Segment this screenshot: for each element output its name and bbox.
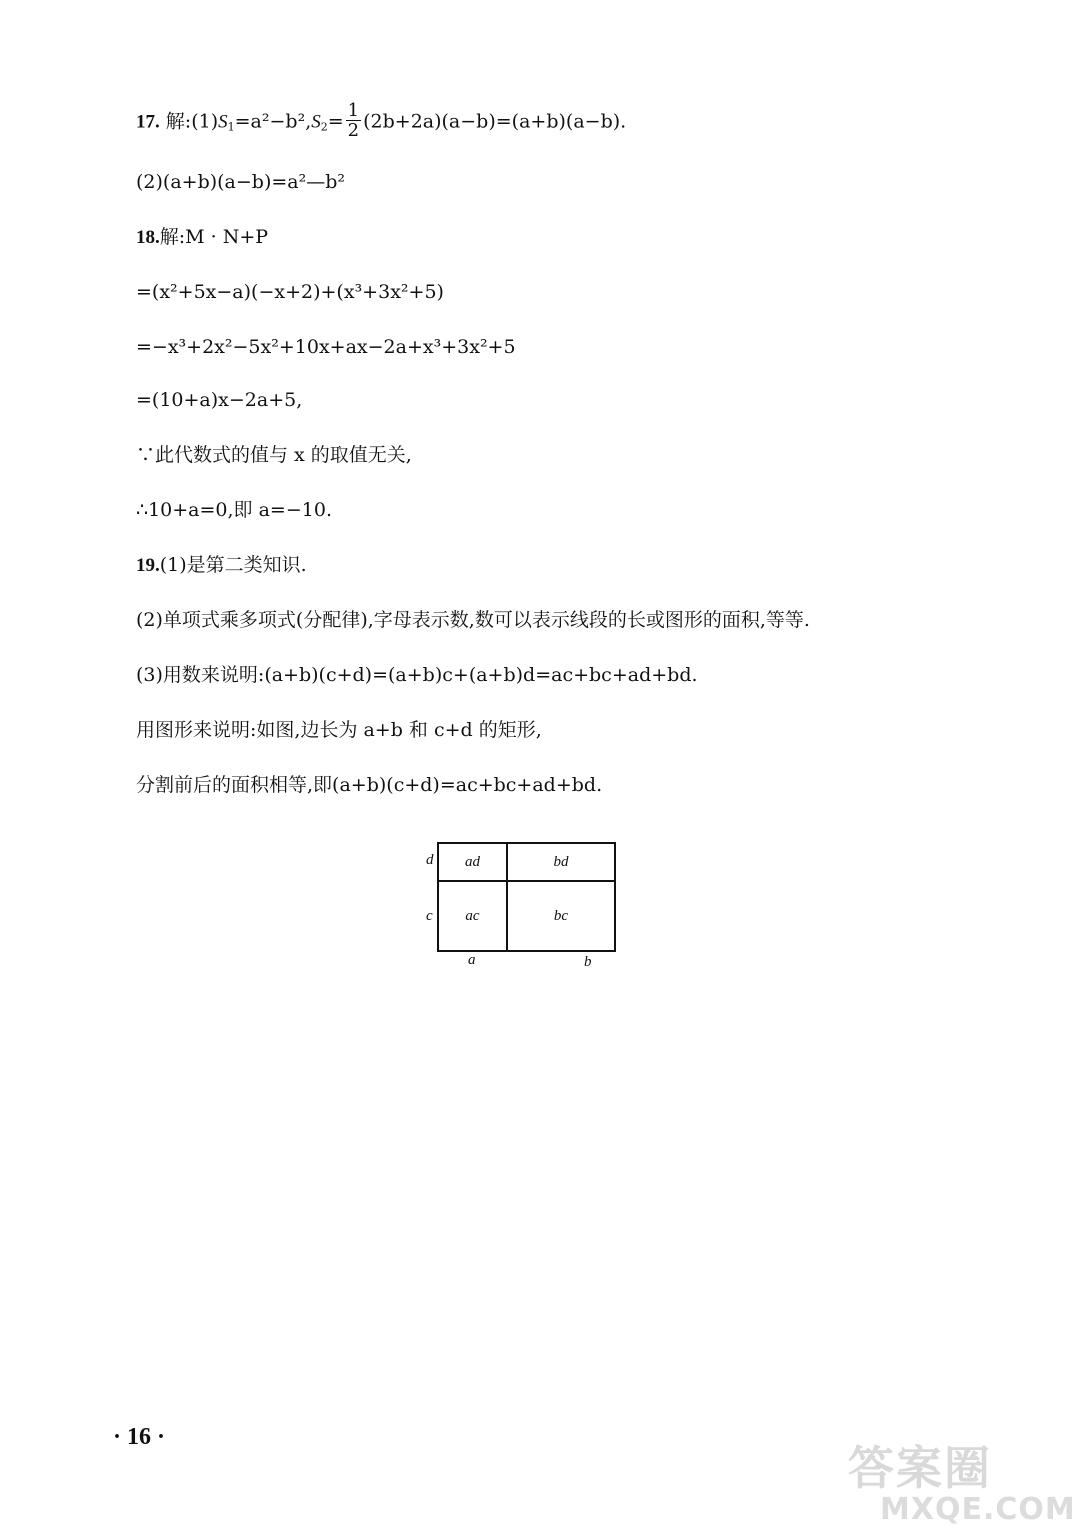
fraction-denominator: 2 [347,120,360,141]
q17-lead: 解:(1) [165,110,219,133]
q19-p2: (2)单项式乘多项式(分配律),字母表示数,数可以表示线段的长或图形的面积,等等. [136,609,810,631]
rectangle-area-figure [420,836,640,976]
q17-s2-eq: = [327,110,344,133]
q19-line1 [136,551,307,580]
q18-step1: =(x²+5x−a)(−x+2)+(x³+3x²+5) [136,281,444,303]
q19-p5: 分割前后的面积相等,即(a+b)(c+d)=ac+bc+ad+bd. [136,774,603,796]
label-b: b [584,954,592,970]
q19-p3: (3)用数来说明:(a+b)(c+d)=(a+b)c+(a+b)d=ac+bc+ad+bd. [136,664,698,686]
label-d: d [426,852,434,868]
q18-lead: 解:M · N+P [159,226,269,248]
q18-therefore: ∴10+a=0,即 a=−10. [136,499,332,521]
q18-step2: =−x³+2x²−5x²+10x+ax−2a+x³+3x²+5 [136,336,516,358]
cell-ad: ad [437,842,508,882]
label-a: a [468,952,476,968]
page-number: · 16 · [113,1424,166,1450]
q18-step3: =(10+a)x−2a+5, [136,389,303,411]
q19-p1: (1)是第二类知识. [159,554,307,576]
q17-s1-expr: =a²−b², [234,110,312,133]
q19-number: 19. [136,555,160,576]
site-logo [840,1428,1076,1532]
q18-line1 [136,223,268,252]
label-c: c [426,908,433,924]
q17-line1: 17. 解$:(1)S_1=a^2-b^2,S_2=$ $\frac{1}{2}$ (2b+2a)(a−b)=(a+b)(a−b). [136,100,627,141]
cell-ac: ac [437,880,508,952]
q18-because: ∵此代数式的值与 x 的取值无关, [136,444,412,466]
one-half-fraction [346,101,361,140]
q18-number: 18. [136,227,160,248]
logo-url: MXQE.COM [880,1492,1076,1527]
cell-bd: bd [506,842,616,882]
fraction-numerator: 1 [347,100,360,121]
q19-p4: 用图形来说明:如图,边长为 a+b 和 c+d 的矩形, [136,719,542,741]
logo-text: 答案圈 [848,1441,992,1495]
q17-line2: (2)(a+b)(a−b)=a²—b² [136,171,346,193]
cell-bc: bc [506,880,616,952]
q17-tail: (2b+2a)(a−b)=(a+b)(a−b). [363,110,627,133]
q17-number: 17. [136,111,160,133]
